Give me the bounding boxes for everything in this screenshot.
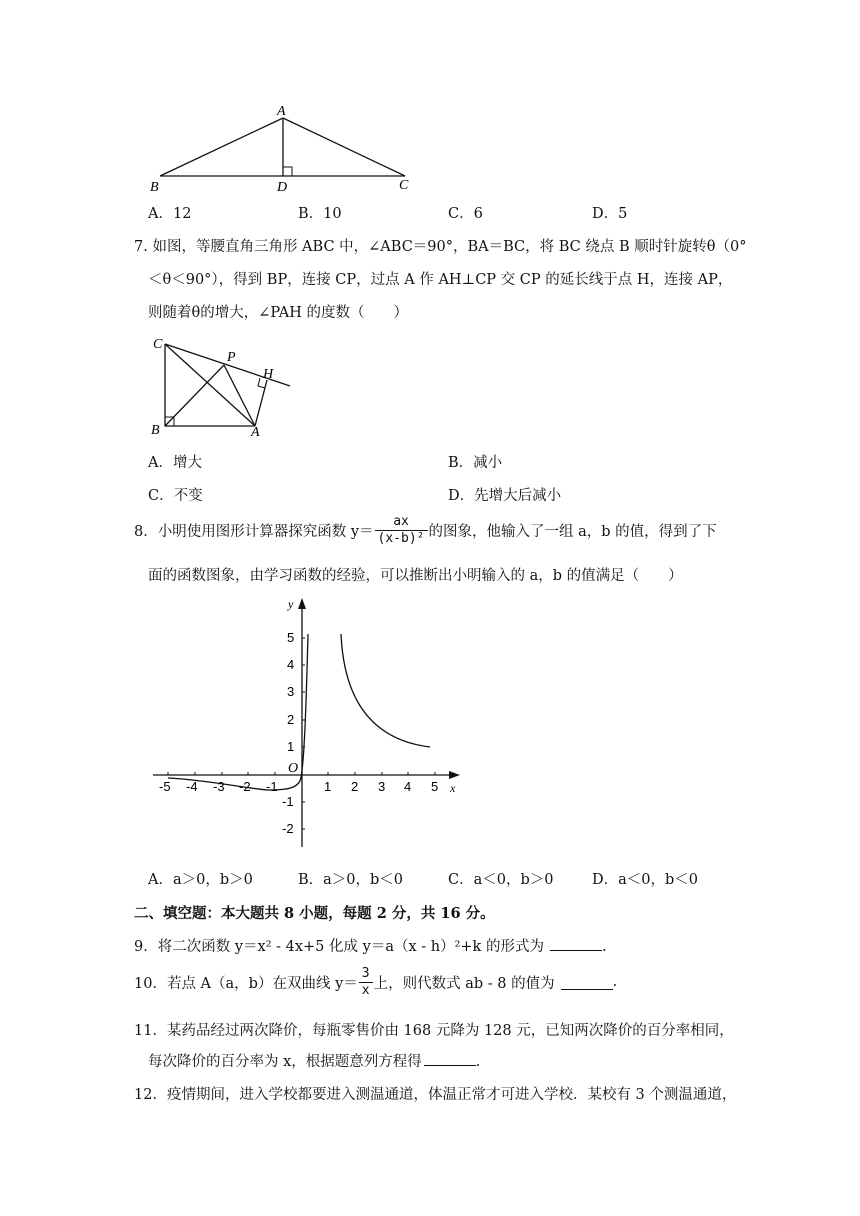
q8-option-c: C．a＜0，b＞0 [448, 872, 554, 888]
x-tick-label: -2 [239, 779, 251, 794]
section2-heading: 二、填空题：本大题共 8 小题，每题 2 分，共 16 分。 [134, 905, 495, 922]
x-tick-label: 2 [351, 779, 359, 794]
q8-text-line2: 面的函数图象，由学习函数的经验，可以推断出小明输入的 a，b 的值满足（ ） [148, 568, 683, 584]
q8-frac-denominator: (x-b)² [377, 530, 425, 546]
q10-question [134, 962, 617, 1002]
q7-text-line1: 7. 如图，等腰直角三角形 ABC 中，∠ABC＝90°，BA＝BC，将 BC 绕点 B 顺时针旋转θ（0° [134, 239, 747, 255]
q7-option-b: B．减小 [448, 455, 503, 471]
q6-option-d: D．5 [592, 206, 628, 222]
x-tick-label: -3 [213, 779, 225, 794]
q7-option-c: C．不变 [148, 488, 203, 504]
q7-rotation-figure [145, 330, 305, 440]
q6-triangle-figure [140, 100, 430, 195]
graph-curve-right [341, 634, 430, 747]
q11-line2-text: 每次降价的百分率为 x，根据题意列方程得 [148, 1054, 422, 1070]
q11-text-line2 [148, 1050, 480, 1071]
x-tick-label: -5 [159, 779, 171, 794]
q9-question [134, 935, 607, 956]
q7-label-c: C [153, 337, 163, 352]
y-tick-label: 2 [287, 712, 295, 727]
q7-option-a: A．增大 [148, 455, 202, 471]
q11-text-line1: 11．某药品经过两次降价，每瓶零售价由 168 元降为 128 元，已知两次降价的百分率相同， [134, 1023, 734, 1039]
q10-end: . [612, 974, 618, 990]
q6-label-b: B [150, 180, 159, 195]
q8-option-b: B．a＞0，b＜0 [298, 872, 404, 888]
y-tick-label: -2 [282, 821, 294, 836]
x-tick-label: -1 [266, 779, 278, 794]
q8-frac-numerator: ax [375, 514, 428, 531]
origin-label: O [288, 761, 299, 776]
y-tick-label: 5 [287, 630, 295, 645]
q6-option-c: C．6 [448, 206, 483, 222]
q11-end: . [475, 1054, 481, 1070]
q11-answer-blank [424, 1051, 476, 1066]
q9-answer-blank [550, 936, 602, 951]
q6-label-c: C [399, 178, 409, 193]
q6-label-a: A [277, 104, 286, 119]
q10-fraction [359, 966, 373, 999]
y-tick-label: 3 [287, 684, 295, 699]
q7-label-h: H [263, 367, 274, 382]
q7-label-b: B [151, 423, 160, 438]
q10-suffix: 上，则代数式 ab - 8 的值为 [373, 975, 555, 992]
q8-function-fraction [375, 514, 428, 547]
y-tick-label: 4 [287, 657, 295, 672]
q10-frac-numerator: 3 [359, 966, 373, 983]
q10-answer-blank [561, 975, 613, 990]
q7-label-a: A [251, 425, 260, 440]
q6-label-d: D [277, 180, 288, 195]
q6-option-a: A．12 [148, 206, 192, 222]
y-tick-label: -1 [282, 794, 294, 809]
q8-option-a: A．a＞0，b＞0 [148, 872, 253, 888]
axis-label-y: y [288, 597, 294, 611]
axis-label-x: x [450, 781, 456, 795]
x-tick-label: 4 [404, 779, 412, 794]
q10-frac-denominator: x [361, 982, 370, 998]
y-tick-label: 1 [287, 739, 295, 754]
q7-option-d: D．先增大后减小 [448, 488, 562, 504]
q8-text-line1 [134, 510, 717, 550]
q7-text-line2: ＜θ＜90°），得到 BP，连接 CP，过点 A 作 AH⊥CP 交 CP 的延长线于点 H，连接 AP， [148, 272, 733, 288]
q7-label-p: P [227, 350, 236, 365]
x-tick-label: 3 [378, 779, 386, 794]
q7-text-line3: 则随着θ的增大，∠PAH 的度数（ ） [148, 305, 409, 321]
q12-text-line1: 12．疫情期间，进入学校都要进入测温通道，体温正常才可进入学校．某校有 3 个测温通道， [134, 1087, 737, 1103]
q8-option-d: D．a＜0，b＜0 [592, 872, 699, 888]
q9-end: . [601, 939, 607, 955]
x-tick-label: -4 [186, 779, 198, 794]
q8-suffix: 的图象，他输入了一组 a，b 的值，得到了下 [428, 523, 717, 540]
q10-prefix: 10．若点 A（a，b）在双曲线 y＝ [134, 975, 358, 992]
q6-option-b: B．10 [298, 206, 342, 222]
x-tick-label: 5 [431, 779, 439, 794]
q9-text: 9．将二次函数 y＝x² - 4x+5 化成 y＝a（x - h）²+k 的形式为 [134, 939, 544, 955]
x-tick-label: 1 [324, 779, 332, 794]
q8-prefix: 8．小明使用图形计算器探究函数 y＝ [134, 523, 374, 540]
q8-function-graph [148, 592, 468, 852]
